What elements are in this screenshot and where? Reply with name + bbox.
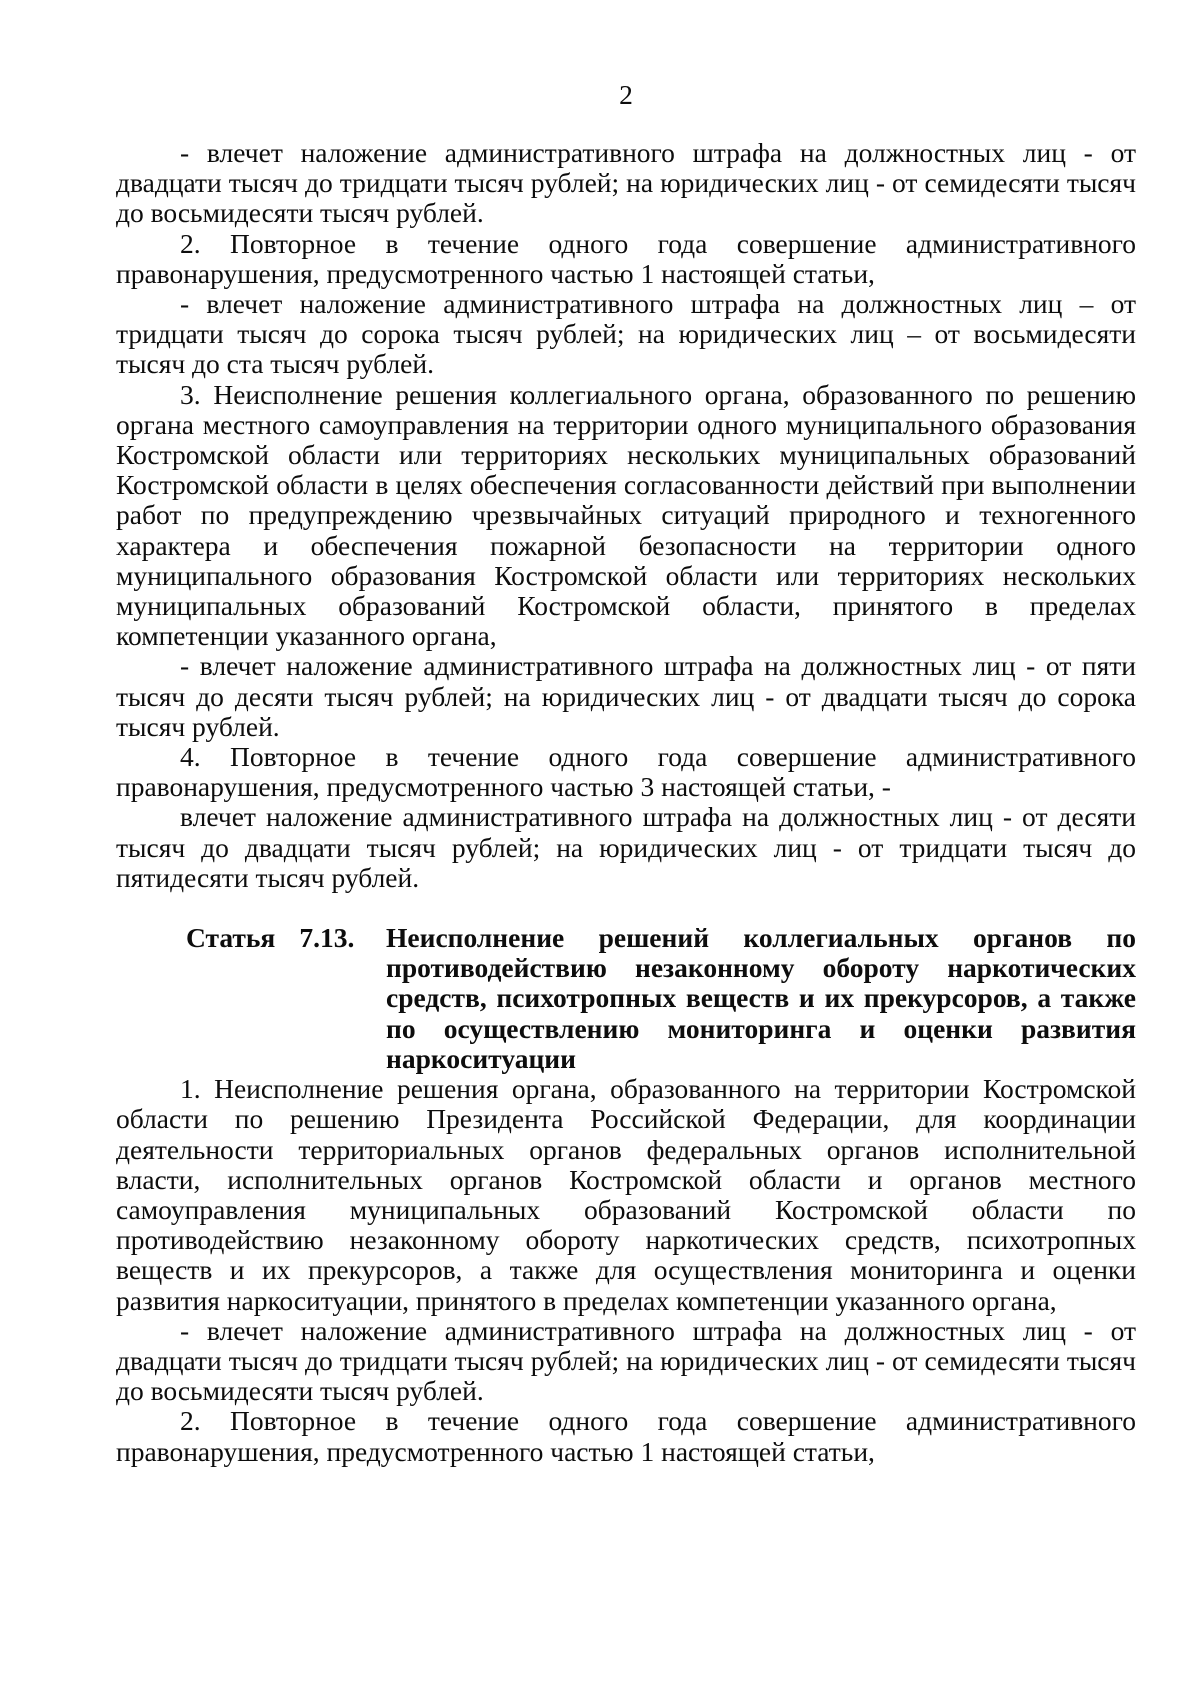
paragraph-article-part2-repeat: 2. Повторное в течение одного года совершение административного правонарушения, предусмотренного частью 1 настоящей статьи, [116,1405,1136,1467]
paragraph-article-penalty-part1: - влечет наложение административного штрафа на должностных лиц - от двадцати тысяч до тридцати тысяч рублей; на юридических лиц - от семидесяти тысяч до восьмидесяти тысяч рублей. [116,1314,1136,1407]
paragraph-part3: 3. Неисполнение решения коллегиального органа, образованного по решению органа местного самоуправления на территории одного муниципального образования Костромской области или территориях нескольких муниципальных образований Костромской области в целях обеспечения согласованности действий при выполнении работ по предупреждению чрезвычайных ситуаций природного и техногенного характера и обеспечения пожарной безопасности на территории одного муниципального образования Костромской области или территориях нескольких муниципальных образований Костромской области, принятого в пределах компетенции указанного органа, [116,378,1136,652]
article-title: Неисполнение решений коллегиальных органов по противодействию незаконному обороту наркотических средств, психотропных веществ и их прекурсоров, а также по осуществлению мониторинга и оценки развития наркоситуации [386,922,1136,1074]
article-label [116,923,386,953]
paragraph-penalty-part1: - влечет наложение административного штрафа на должностных лиц - от двадцати тысяч до тридцати тысяч рублей; на юридических лиц - от семидесяти тысяч до восьмидесяти тысяч рублей. [116,137,1136,229]
article-word: Статья [186,922,276,954]
article-spacer [116,893,1136,923]
paragraph-penalty-part3: - влечет наложение административного штрафа на должностных лиц - от пяти тысяч до десяти тысяч рублей; на юридических лиц - от двадцати тысяч до сорока тысяч рублей. [116,650,1136,742]
paragraph-part4-repeat: 4. Повторное в течение одного года совершение административного правонарушения, предусмотренного частью 3 настоящей статьи, - [116,741,1136,803]
article-heading [116,923,1136,1074]
document-body [116,138,1136,1467]
paragraph-penalty-part2: - влечет наложение административного штрафа на должностных лиц – от тридцати тысяч до сорока тысяч рублей; на юридических лиц – от восьмидесяти тысяч до ста тысяч рублей. [116,288,1136,380]
article-number: 7.13. [299,922,355,954]
paragraph-part2-repeat: 2. Повторное в течение одного года совершение административного правонарушения, предусмотренного частью 1 настоящей статьи, [116,227,1136,289]
paragraph-penalty-part4: влечет наложение административного штрафа на должностных лиц - от десяти тысяч до двадцати тысяч рублей; на юридических лиц - от тридцати тысяч до пятидесяти тысяч рублей. [116,801,1136,893]
paragraph-article-part1: 1. Неисполнение решения органа, образованного на территории Костромской области по решению Президента Российской Федерации, для координации деятельности территориальных органов федеральных органов исполнительной власти, исполнительных органов Костромской области и органов местного самоуправления муниципальных образований Костромской области по противодействию незаконному обороту наркотических средств, психотропных веществ и их прекурсоров, а также для осуществления мониторинга и оценки развития наркоситуации, принятого в пределах компетенции указанного органа, [116,1073,1136,1316]
page-number: 2 [619,79,633,110]
